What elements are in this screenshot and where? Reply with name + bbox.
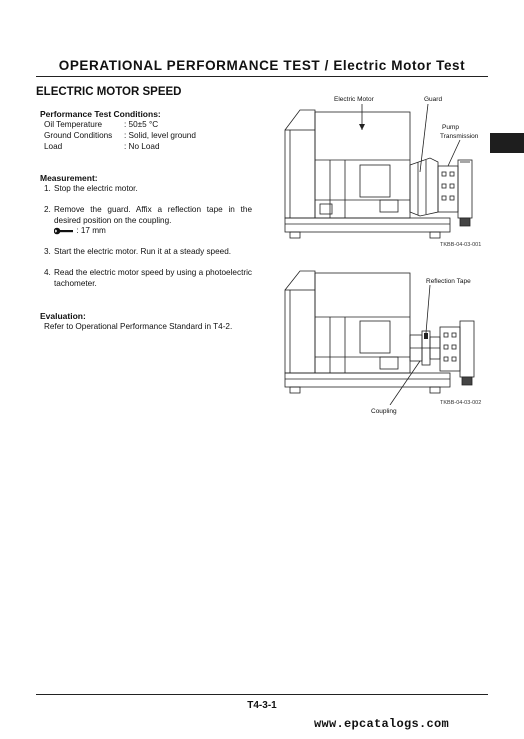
motor-assembly-drawing-2 (270, 265, 490, 405)
section-tab-marker (490, 133, 524, 153)
step-text: Stop the electric motor. (54, 184, 138, 193)
figure2-code: TKBB-04-03-002 (440, 400, 482, 406)
section-title: ELECTRIC MOTOR SPEED (36, 86, 182, 98)
label-transmission: Transmission (440, 133, 479, 140)
measurement-step (44, 247, 252, 258)
evaluation-text: Refer to Operational Performance Standard in T4-2. (44, 322, 233, 331)
header-rule (36, 76, 488, 77)
figure1-code: TKBB-04-03-001 (440, 242, 482, 248)
wrench-icon (54, 227, 74, 235)
page-header-title: OPERATIONAL PERFORMANCE TEST / Electric Motor Test (58, 58, 466, 73)
label-pump: Pump (442, 124, 459, 131)
step-text: Remove the guard. Affix a reflection tape in the desired position on the coupling. (54, 205, 252, 225)
condition-row (44, 131, 196, 140)
condition-value: : No Load (124, 142, 160, 151)
measurement-step (44, 268, 252, 289)
tool-spec (54, 226, 106, 237)
condition-value: : 50±5 °C (124, 120, 159, 129)
condition-label: Load (44, 142, 63, 151)
label-guard: Guard (424, 96, 443, 103)
evaluation-heading: Evaluation: (40, 311, 86, 321)
label-reflection-tape: Reflection Tape (426, 278, 471, 285)
step-text: Read the electric motor speed by using a photoelectric tachometer. (54, 268, 252, 288)
condition-row (44, 120, 159, 129)
step-text: Start the electric motor. Run it at a steady speed. (54, 247, 232, 256)
condition-label: Ground Conditions (44, 131, 113, 140)
step-number: 4. (44, 268, 51, 277)
label-coupling: Coupling (371, 408, 397, 415)
step-number: 1. (44, 184, 51, 193)
condition-value: : Solid, level ground (124, 131, 196, 140)
measurement-step (44, 184, 252, 195)
condition-row (44, 142, 160, 151)
condition-label: Oil Temperature (44, 120, 103, 129)
footer-rule (36, 694, 488, 695)
measurement-heading: Measurement: (40, 173, 98, 183)
site-watermark: www.epcatalogs.com (314, 717, 450, 731)
step-number: 2. (44, 205, 51, 214)
page-number: T4-3-1 (247, 700, 277, 711)
motor-assembly-drawing-1 (270, 100, 490, 250)
tool-size: : 17 mm (76, 226, 106, 235)
label-electric-motor: Electric Motor (334, 96, 374, 103)
measurement-step (44, 205, 252, 226)
step-number: 3. (44, 247, 51, 256)
conditions-heading: Performance Test Conditions: (40, 109, 161, 119)
